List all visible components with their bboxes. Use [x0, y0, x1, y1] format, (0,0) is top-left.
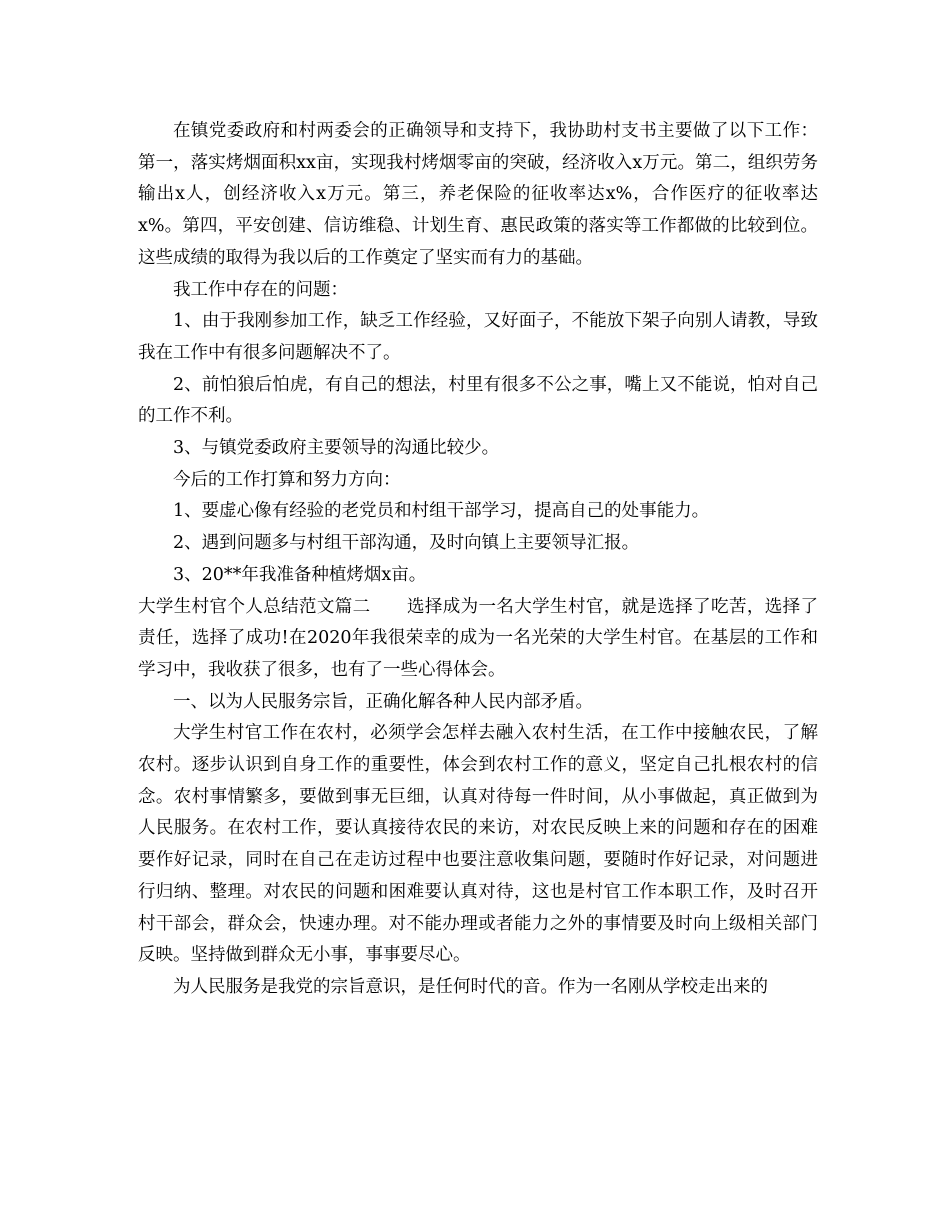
paragraph: 1、要虚心像有经验的老党员和村组干部学习，提高自己的处事能力。 [173, 501, 710, 522]
section-intro: 选择成为一名大学生村官，就是选择了吃苦，选择了责任，选择了成功!在2020年我很荣幸的成为一名光荣的大学生村官。在基层的工作和学习中，我收获了很多，也有了一些心得体会。 [138, 596, 819, 680]
section-paragraph [138, 592, 818, 687]
paragraph: 1、由于我刚参加工作，缺乏工作经验，又好面子，不能放下架子向别人请教，导致我在工作中有很多问题解决不了。 [138, 311, 818, 363]
paragraph: 2、遇到问题多与村组干部沟通，及时向镇上主要领导汇报。 [173, 533, 640, 554]
paragraph: 3、20**年我准备种植烤烟x亩。 [173, 564, 427, 585]
paragraph: 今后的工作打算和努力方向： [173, 469, 401, 490]
paragraph: 我工作中存在的问题： [173, 279, 348, 300]
paragraph: 在镇党委政府和村两委会的正确领导和支持下，我协助村支书主要做了以下工作：第一，落实烤烟面积xx亩，实现我村烤烟零亩的突破，经济收入x万元。第二，组织劳务输出x人，创经济收入x万元。第三，养老保险的征收率达x%，合作医疗的征收率达x%。第四，平安创建、信访维稳、计划生育、惠民政策的落实等工作都做的比较到位。这些成绩的取得为我以后的工作奠定了坚实而有力的基础。 [138, 121, 818, 268]
document-body [138, 116, 818, 1004]
paragraph: 2、前怕狼后怕虎，有自己的想法，村里有很多不公之事，嘴上又不能说，怕对自己的工作不利。 [138, 374, 818, 427]
paragraph: 为人民服务是我党的宗旨意识，是任何时代的音。作为一名刚从学校走出来的 [173, 976, 768, 997]
paragraph: 大学生村官工作在农村，必须学会怎样去融入农村生活，在工作中接触农民，了解农村。逐步认识到自身工作的重要性，体会到农村工作的意义，坚定自己扎根农村的信念。农村事情繁多，要做到事无巨细，认真对待每一件时间，从小事做起，真正做到为人民服务。在农村工作，要认真接待农民的来访，对农民反映上来的问题和存在的困难要作好记录，同时在自己在走访过程中也要注意收集问题，要随时作好记录，对问题进行归纳、整理。对农民的问题和困难要认真对待，这也是村官工作本职工作，及时召开村干部会，群众会，快速办理。对不能办理或者能力之外的事情要及时向上级相关部门反映。坚持做到群众无小事，事事要尽心。 [138, 723, 818, 966]
paragraph: 3、与镇党委政府主要领导的沟通比较少。 [173, 438, 500, 459]
paragraph: 一、以为人民服务宗旨，正确化解各种人民内部矛盾。 [173, 691, 593, 712]
section-title: 大学生村官个人总结范文篇二 [138, 596, 371, 617]
